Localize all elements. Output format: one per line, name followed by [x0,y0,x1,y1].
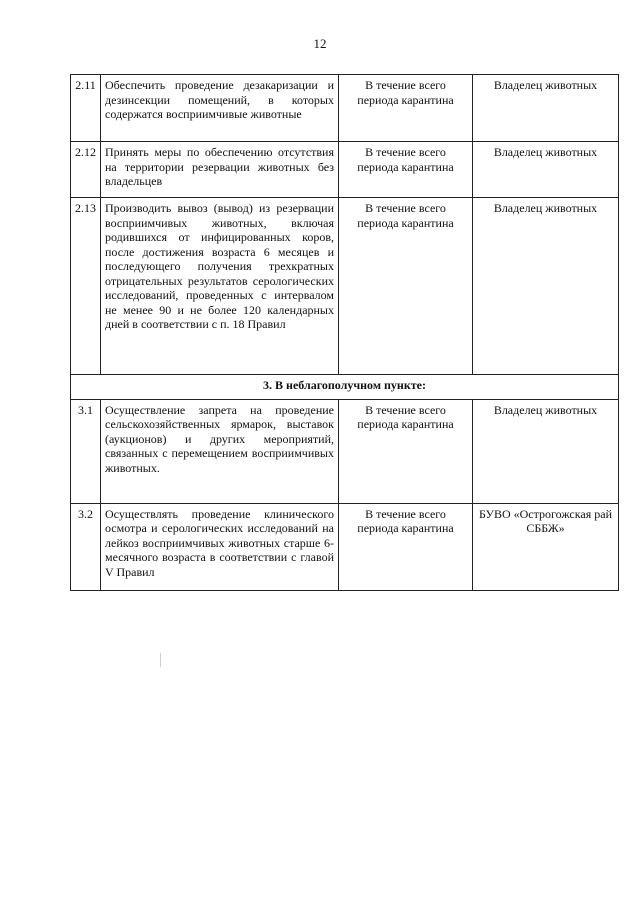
row-number: 2.11 [71,75,101,142]
table-row [71,142,619,198]
row-term: В течение всего периода карантина [339,399,473,503]
row-number: 2.13 [71,198,101,375]
row-responsible: Владелец животных [473,75,619,142]
table-row [71,399,619,503]
scan-mark [160,653,161,667]
row-term: В течение всего периода карантина [339,75,473,142]
measures-table [70,74,619,591]
row-number: 2.12 [71,142,101,198]
table-row [71,198,619,375]
row-action: Производить вывоз (вывод) из резервации восприимчивых животных, включая родившихся от инфицированных коров, после достижения возраста 6 месяцев и последующего получения трехкратных отрицательных результатов серологических исследований, проведенных с интервалом не менее 90 и не более 120 календарных дней в соответствии с п. 18 Правил [101,198,339,375]
table-row [71,503,619,590]
row-responsible: Владелец животных [473,399,619,503]
row-action: Осуществлять проведение клинического осмотра и серологических исследований на лейкоз восприимчивых животных старше 6-месячного возраста в соответствии с главой V Правил [101,503,339,590]
row-action: Принять меры по обеспечению отсутствия на территории резервации животных без владельцев [101,142,339,198]
row-number: 3.2 [71,503,101,590]
row-term: В течение всего периода карантина [339,198,473,375]
section-header-row [71,375,619,400]
page-number: 12 [313,36,327,51]
row-term: В течение всего периода карантина [339,142,473,198]
table-row [71,75,619,142]
row-action: Обеспечить проведение дезакаризации и дезинсекции помещений, в которых содержатся восприимчивые животные [101,75,339,142]
row-responsible: Владелец животных [473,142,619,198]
row-term: В течение всего периода карантина [339,503,473,590]
row-responsible: БУВО «Острогожская рай СББЖ» [473,503,619,590]
row-responsible: Владелец животных [473,198,619,375]
section-title: 3. В неблагополучном пункте: [71,375,619,400]
row-number: 3.1 [71,399,101,503]
row-action: Осуществление запрета на проведение сельскохозяйственных ярмарок, выставок (аукционов) и других мероприятий, связанных с перемещением восприимчивых животных. [101,399,339,503]
